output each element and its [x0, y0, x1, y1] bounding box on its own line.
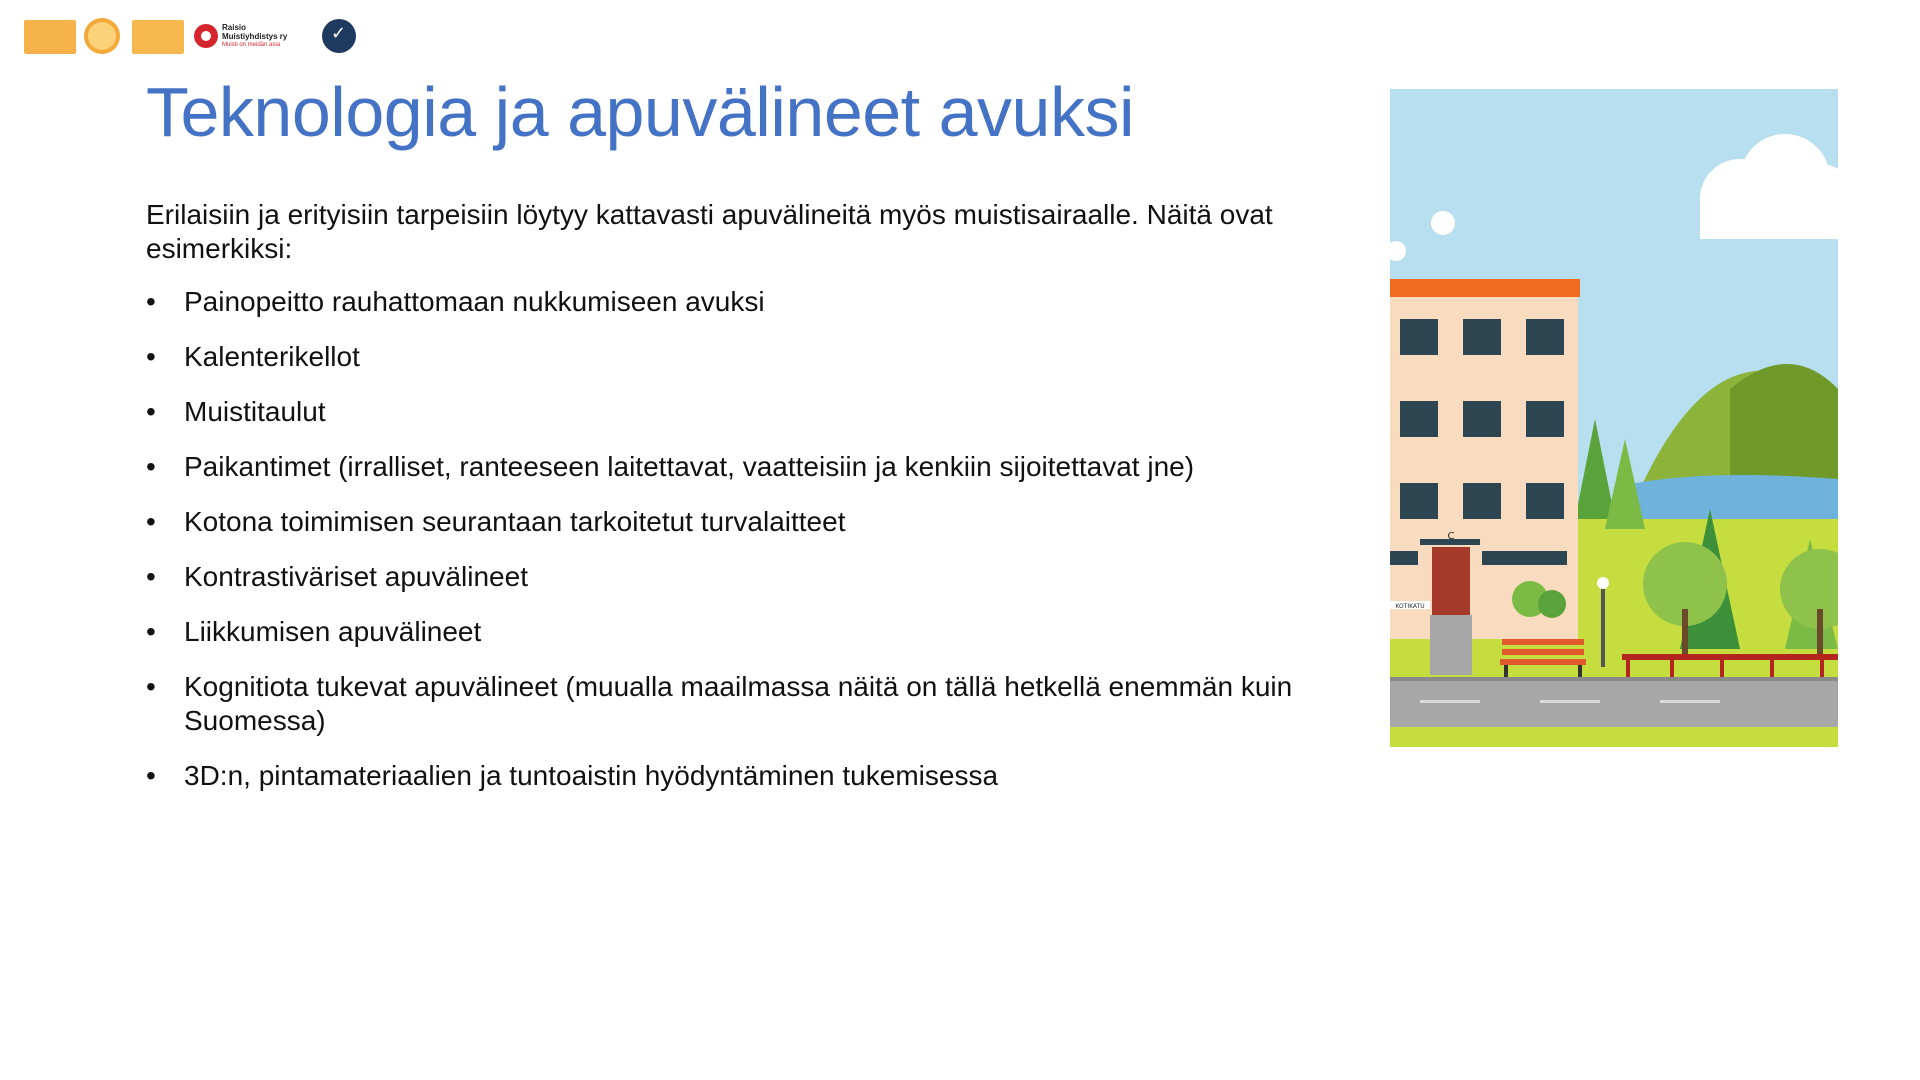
tree-trunk — [1682, 609, 1688, 659]
lamp-light — [1597, 577, 1609, 589]
partner-logos — [24, 14, 344, 56]
org-name: Raisio Muistiyhdistys ry — [222, 23, 288, 41]
road-marking — [1420, 700, 1480, 703]
bench — [1500, 639, 1586, 665]
bullet-icon: • — [146, 561, 156, 592]
list-item: • Kalenterikellot — [146, 341, 360, 372]
orange-city-logo — [24, 20, 76, 54]
walkway — [1430, 615, 1472, 675]
slide-title: Teknologia ja apuvälineet avuksi — [146, 73, 1134, 151]
list-item: • Kotona toimimisen seurantaan tarkoitetut turvalaitteet — [146, 506, 846, 537]
intro-paragraph: Erilaisiin ja erityisiin tarpeisiin löytyy kattavasti apuvälineitä myös muistisairaalle. Näitä ovat esimerkiksi: — [146, 199, 1273, 264]
street-sign: KOTIKATU — [1395, 603, 1425, 610]
curb — [1390, 677, 1838, 681]
bullet-icon: • — [146, 760, 156, 791]
list-item: • 3D:n, pintamateriaalien ja tuntoaistin hyödyntäminen tukemisessa — [146, 760, 999, 791]
bush — [1538, 590, 1566, 618]
road-marking — [1540, 700, 1600, 703]
red-circle-icon — [194, 24, 218, 48]
list-item: • Kontrastiväriset apuvälineet — [146, 561, 528, 592]
bullet-icon: • — [146, 286, 156, 317]
town-illustration — [1390, 89, 1838, 747]
lamp-post — [1601, 587, 1605, 667]
road-marking — [1660, 700, 1720, 703]
fence-rail — [1622, 654, 1838, 660]
bullet-icon: • — [146, 506, 156, 537]
bullet-icon: • — [146, 451, 156, 482]
list-item: • Kognitiota tukevat apuvälineet (muualla maailmassa näitä on tällä hetkellä enemmän kuin Suomessa) — [146, 671, 1293, 736]
bullet-icon: • — [146, 341, 156, 372]
grass-strip — [1390, 727, 1838, 747]
roof — [1390, 279, 1580, 297]
small-cloud — [1431, 211, 1455, 235]
list-item: • Paikantimet (irralliset, ranteeseen laitettavat, vaatteisiin ja kenkiin sijoitettavat jne) — [146, 451, 1195, 482]
list-item: • Liikkumisen apuvälineet — [146, 616, 482, 647]
bullet-icon: • — [146, 616, 156, 647]
bullet-icon: • — [146, 396, 156, 427]
muistiyhdistys-logo — [194, 20, 314, 52]
door — [1432, 547, 1470, 615]
building-sign: C — [1447, 531, 1455, 542]
bullet-icon: • — [146, 671, 156, 702]
org-tagline: Muisti on meidän asia — [222, 42, 281, 48]
list-item: • Painopeitto rauhattomaan nukkumiseen avuksi — [146, 286, 765, 317]
bullet-list — [146, 285, 1371, 814]
tree-trunk — [1817, 609, 1823, 659]
round-orange-logo — [84, 18, 120, 54]
round-blue-logo — [322, 19, 356, 53]
list-item: • Muistitaulut — [146, 396, 326, 427]
orange-town-logo — [132, 20, 184, 54]
